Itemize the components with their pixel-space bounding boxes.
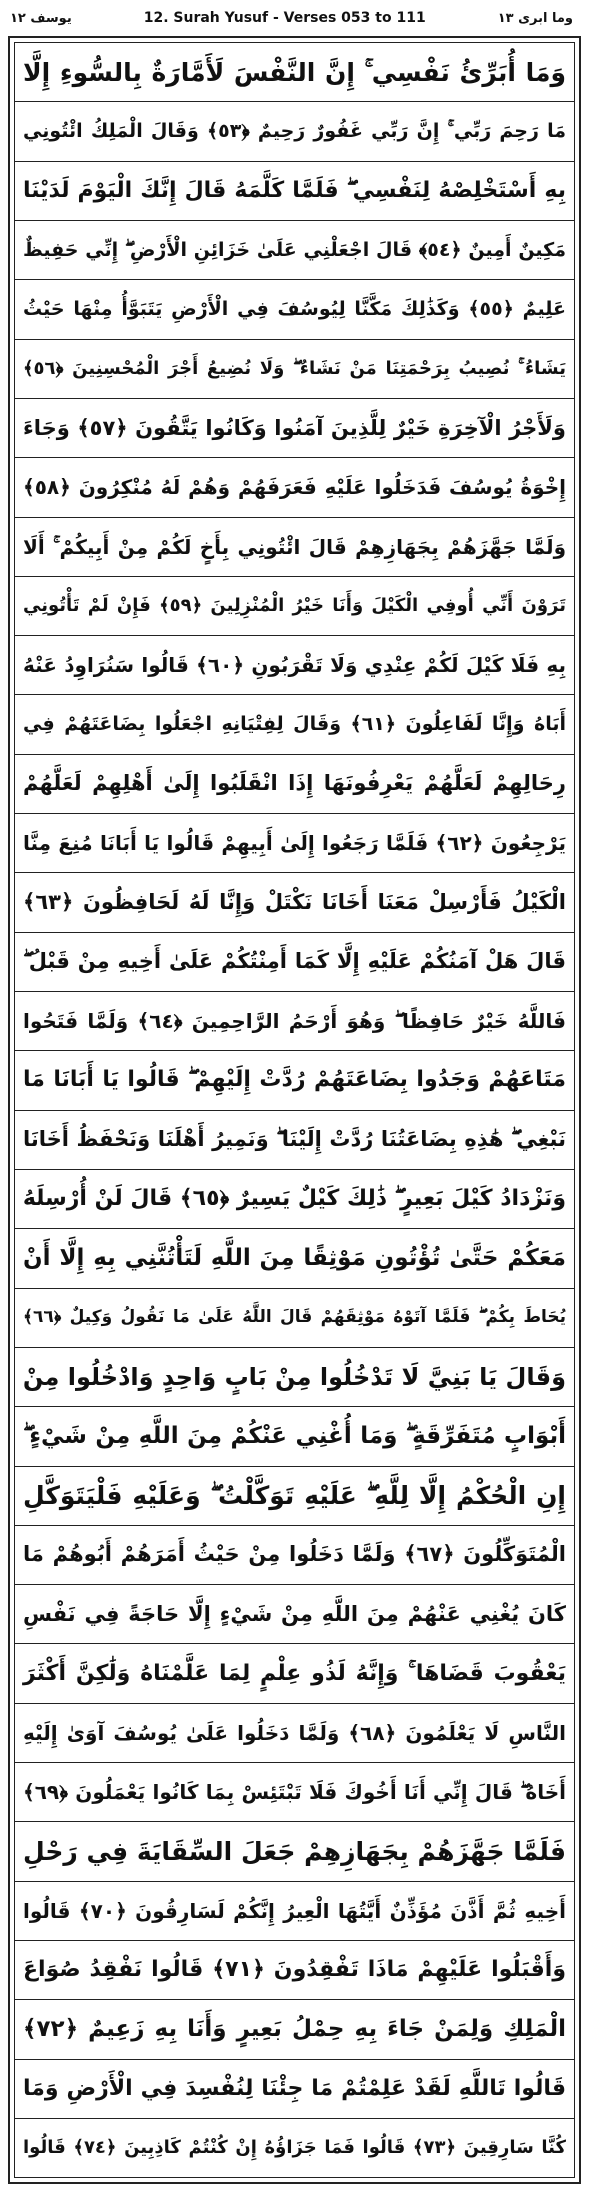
verse-line xyxy=(15,280,574,339)
verse-line-text: الْكَيْلُ فَأَرْسِلْ مَعَنَا أَخَانَا نَكْتَلْ وَإِنَّا لَهُ لَحَافِظُونَ ﴿٦٣﴾ xyxy=(23,890,566,915)
verse-line xyxy=(15,399,574,458)
verse-line-text: وَلَأَجْرُ الْآخِرَةِ خَيْرٌ لِلَّذِينَ آمَنُوا وَكَانُوا يَتَّقُونَ ﴿٥٧﴾ وَجَاءَ xyxy=(23,415,566,440)
verse-line xyxy=(15,1941,574,2000)
verse-line-text: وَأَقْبَلُوا عَلَيْهِمْ مَاذَا تَفْقِدُونَ ﴿٧١﴾ قَالُوا نَفْقِدُ صُوَاعَ xyxy=(23,1957,567,1983)
verse-line-text: فَلَمَّا جَهَّزَهُمْ بِجَهَازِهِمْ جَعَلَ السِّقَايَةَ فِي رَحْلِ xyxy=(23,1837,566,1867)
verse-line-text: إِخْوَةُ يُوسُفَ فَدَخَلُوا عَلَيْهِ فَعَرَفَهُمْ وَهُمْ لَهُ مُنْكِرُونَ ﴿٥٨﴾ xyxy=(23,475,566,500)
verse-line xyxy=(15,1467,574,1526)
verse-line xyxy=(15,636,574,695)
verse-line xyxy=(15,755,574,814)
text-frame xyxy=(8,36,581,2184)
verse-line-text: بِهِ أَسْتَخْلِصْهُ لِنَفْسِي ۖ فَلَمَّا كَلَّمَهُ قَالَ إِنَّكَ الْيَوْمَ لَدَيْنَا xyxy=(23,177,566,203)
verse-line-text: مَكِينٌ أَمِينٌ ﴿٥٤﴾ قَالَ اجْعَلْنِي عَلَىٰ خَزَائِنِ الْأَرْضِ ۖ إِنِّي حَفِيظٌ xyxy=(23,238,566,261)
verse-line-text: نَبْغِي ۖ هَٰذِهِ بِضَاعَتُنَا رُدَّتْ إِلَيْنَا ۖ وَنَمِيرُ أَهْلَنَا وَنَحْفَظُ أَخَانَا xyxy=(23,1127,566,1152)
verse-line xyxy=(15,695,574,754)
verse-line xyxy=(15,1229,574,1288)
verse-line xyxy=(15,1348,574,1407)
text-frame-inner xyxy=(14,42,575,2178)
verse-line-text: مَعَكُمْ حَتَّىٰ تُؤْتُونِ مَوْثِقًا مِنَ اللَّهِ لَتَأْتُنَّنِي بِهِ إِلَّا أَنْ xyxy=(23,1244,566,1271)
verse-line-text: كَانَ يُغْنِي عَنْهُمْ مِنَ اللَّهِ مِنْ شَيْءٍ إِلَّا حَاجَةً فِي نَفْسِ xyxy=(23,1601,566,1626)
verse-line xyxy=(15,2060,574,2119)
verse-line xyxy=(15,1407,574,1466)
verse-line-text: قَالَ هَلْ آمَنُكُمْ عَلَيْهِ إِلَّا كَمَا أَمِنْتُكُمْ عَلَىٰ أَخِيهِ مِنْ قَبْلُ ۖ xyxy=(23,949,566,974)
verse-line-text: فَاللَّهُ خَيْرٌ حَافِظًا ۖ وَهُوَ أَرْحَمُ الرَّاحِمِينَ ﴿٦٤﴾ وَلَمَّا فَتَحُوا xyxy=(23,1009,566,1034)
verse-line-text: إِنِ الْحُكْمُ إِلَّا لِلَّهِ ۖ عَلَيْهِ تَوَكَّلْتُ ۖ وَعَلَيْهِ فَلْيَتَوَكَّلِ xyxy=(23,1481,566,1511)
verse-line-text: تَرَوْنَ أَنِّي أُوفِي الْكَيْلَ وَأَنَا خَيْرُ الْمُنْزِلِينَ ﴿٥٩﴾ فَإِنْ لَمْ تَأْتُونِي xyxy=(23,594,566,616)
verse-line-text: أَبَاهُ وَإِنَّا لَفَاعِلُونَ ﴿٦١﴾ وَقَالَ لِفِتْيَانِهِ اجْعَلُوا بِضَاعَتَهُمْ فِي xyxy=(23,713,566,736)
verse-line xyxy=(15,102,574,161)
verse-line xyxy=(15,1822,574,1881)
verse-line xyxy=(15,2000,574,2059)
verse-line xyxy=(15,1170,574,1229)
verse-line-text: وَنَزْدَادُ كَيْلَ بَعِيرٍ ۖ ذَٰلِكَ كَيْلٌ يَسِيرٌ ﴿٦٥﴾ قَالَ لَنْ أُرْسِلَهُ xyxy=(22,1186,566,1212)
verse-line xyxy=(15,458,574,517)
verse-line xyxy=(15,577,574,636)
verse-line-text: أَبْوَابٍ مُتَفَرِّقَةٍ ۖ وَمَا أُغْنِي عَنْكُمْ مِنَ اللَّهِ مِنْ شَيْءٍ ۖ xyxy=(23,1422,566,1449)
verse-line xyxy=(15,933,574,992)
verse-line-text: وَلَمَّا جَهَّزَهُمْ بِجَهَازِهِمْ قَالَ ائْتُونِي بِأَخٍ لَكُمْ مِنْ أَبِيكُمْ ۚ أَلَا xyxy=(23,534,566,559)
verse-lines xyxy=(15,43,574,2177)
header-title: 12. Surah Yusuf - Verses 053 to 111 xyxy=(143,10,426,26)
verse-line-text: أَخَاهُ ۖ قَالَ إِنِّي أَنَا أَخُوكَ فَلَا تَبْتَئِسْ بِمَا كَانُوا يَعْمَلُونَ ﴿٦٩﴾ xyxy=(23,1780,566,1805)
verse-line xyxy=(15,43,574,102)
verse-line xyxy=(15,162,574,221)
verse-line-text: يَعْقُوبَ قَضَاهَا ۚ وَإِنَّهُ لَذُو عِلْمٍ لِمَا عَلَّمْنَاهُ وَلَٰكِنَّ أَكْثَرَ xyxy=(23,1660,566,1686)
verse-line xyxy=(15,1763,574,1822)
verse-line xyxy=(15,873,574,932)
verse-line-text: رِحَالِهِمْ لَعَلَّهُمْ يَعْرِفُونَهَا إِذَا انْقَلَبُوا إِلَىٰ أَهْلِهِمْ لَعَلَّهُمْ xyxy=(23,771,566,796)
verse-line xyxy=(15,1882,574,1941)
header-surah-label: یوسف ۱۲ xyxy=(10,10,72,26)
verse-line xyxy=(15,814,574,873)
verse-line xyxy=(15,1704,574,1763)
verse-line xyxy=(15,340,574,399)
verse-line xyxy=(15,1111,574,1170)
verse-line-text: مَا رَحِمَ رَبِّي ۚ إِنَّ رَبِّي غَفُورٌ رَحِيمٌ ﴿٥٣﴾ وَقَالَ الْمَلِكُ ائْتُونِي xyxy=(23,119,566,142)
verse-line-text: عَلِيمٌ ﴿٥٥﴾ وَكَذَٰلِكَ مَكَّنَّا لِيُوسُفَ فِي الْأَرْضِ يَتَبَوَّأُ مِنْهَا حَيْثُ xyxy=(23,297,567,320)
verse-line-text: يَشَاءُ ۚ نُصِيبُ بِرَحْمَتِنَا مَنْ نَشَاءُ ۖ وَلَا نُضِيعُ أَجْرَ الْمُحْسِنِينَ ﴿٥٦﴾ xyxy=(23,357,566,379)
verse-line-text: يَرْجِعُونَ ﴿٦٢﴾ فَلَمَّا رَجَعُوا إِلَىٰ أَبِيهِمْ قَالُوا يَا أَبَانَا مُنِعَ مِنَّا xyxy=(23,831,566,856)
verse-line xyxy=(15,518,574,577)
verse-line-text: وَمَا أُبَرِّئُ نَفْسِي ۚ إِنَّ النَّفْسَ لَأَمَّارَةٌ بِالسُّوءِ إِلَّا xyxy=(23,57,566,87)
verse-line-text: مَتَاعَهُمْ وَجَدُوا بِضَاعَتَهُمْ رُدَّتْ إِلَيْهِمْ ۖ قَالُوا يَا أَبَانَا مَا xyxy=(23,1067,566,1093)
verse-line-text: النَّاسِ لَا يَعْلَمُونَ ﴿٦٨﴾ وَلَمَّا دَخَلُوا عَلَىٰ يُوسُفَ آوَىٰ إِلَيْهِ xyxy=(23,1720,566,1745)
verse-line xyxy=(15,1644,574,1703)
verse-line-text: يُحَاطَ بِكُمْ ۖ فَلَمَّا آتَوْهُ مَوْثِقَهُمْ قَالَ اللَّهُ عَلَىٰ مَا نَقُولُ وَكِيلٌ ﴿٦٦﴾ xyxy=(23,1307,566,1328)
header-juz-label: وما ابری ۱۳ xyxy=(497,10,573,26)
verse-line xyxy=(15,1585,574,1644)
verse-line-text: الْمُتَوَكِّلُونَ ﴿٦٧﴾ وَلَمَّا دَخَلُوا مِنْ حَيْثُ أَمَرَهُمْ أَبُوهُمْ مَا xyxy=(23,1542,567,1567)
verse-line xyxy=(15,1526,574,1585)
verse-line xyxy=(15,221,574,280)
verse-line-text: الْمَلِكِ وَلِمَنْ جَاءَ بِهِ حِمْلُ بَعِيرٍ وَأَنَا بِهِ زَعِيمٌ ﴿٧٢﴾ xyxy=(23,2015,566,2042)
verse-line xyxy=(15,1289,574,1348)
verse-line-text: قَالُوا تَاللَّهِ لَقَدْ عَلِمْتُمْ مَا جِئْنَا لِنُفْسِدَ فِي الْأَرْضِ وَمَا xyxy=(23,2075,566,2101)
verse-line xyxy=(15,992,574,1051)
verse-line-text: بِهِ فَلَا كَيْلَ لَكُمْ عِنْدِي وَلَا تَقْرَبُونِ ﴿٦٠﴾ قَالُوا سَنُرَاوِدُ عَنْهُ xyxy=(23,653,566,678)
verse-line-text: أَخِيهِ ثُمَّ أَذَّنَ مُؤَذِّنٌ أَيَّتُهَا الْعِيرُ إِنَّكُمْ لَسَارِقُونَ ﴿٧٠﴾ قَالُوا xyxy=(23,1898,566,1923)
verse-line xyxy=(15,1051,574,1110)
verse-line xyxy=(15,2119,574,2177)
page-header xyxy=(0,0,595,36)
verse-line-text: كُنَّا سَارِقِينَ ﴿٧٣﴾ قَالُوا فَمَا جَزَاؤُهُ إِنْ كُنْتُمْ كَاذِبِينَ ﴿٧٤﴾ قَالُوا xyxy=(23,2137,566,2159)
verse-line-text: وَقَالَ يَا بَنِيَّ لَا تَدْخُلُوا مِنْ بَابٍ وَاحِدٍ وَادْخُلُوا مِنْ xyxy=(22,1363,566,1392)
